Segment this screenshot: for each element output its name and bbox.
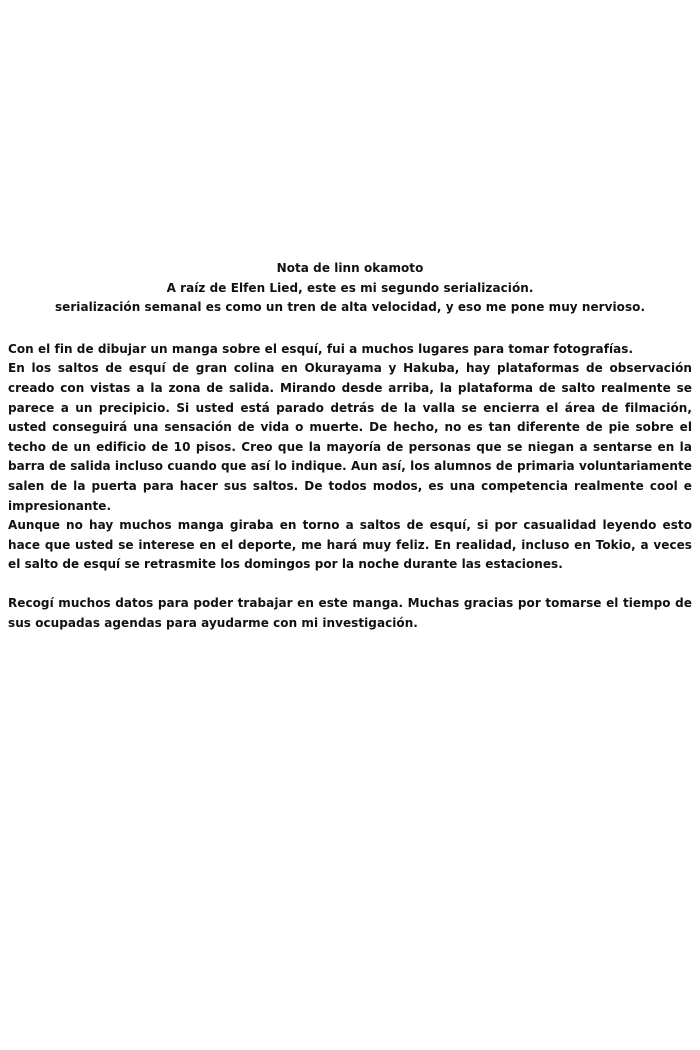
author-note xyxy=(8,259,692,633)
note-subtitle: A raíz de Elfen Lied, este es mi segundo serialización. xyxy=(166,280,534,295)
paragraph-ski-jump: En los saltos de esquí de gran colina en Okurayama y Hakuba, hay plataformas de observación creado con vistas a la zona de salida. Mirando desde arriba, la plataforma de salto realmente se parece a un precipicio. Si usted está parado detrás de la valla se encierra el área de filmación, usted conseguirá una sensación de vida o muerte. De hecho, no es tan diferente de pie sobre el techo de un edificio de 10 pisos. Creo que la mayoría de personas que se niegan a sentarse en la barra de salida incluso cuando que así lo indique. Aun así, los alumnos de primaria voluntariamente salen de la puerta para hacer sus saltos. De todos modos, es una competencia realmente cool e impresionante. xyxy=(8,361,692,513)
note-tagline: serialización semanal es como un tren de alta velocidad, y eso me pone muy nervioso. xyxy=(54,300,646,315)
note-title: Nota de linn okamoto xyxy=(276,261,424,275)
paragraph-photos: Con el fin de dibujar un manga sobre el esquí, fui a muchos lugares para tomar fotografías. xyxy=(8,341,634,356)
spacer xyxy=(8,575,692,594)
note-heading xyxy=(8,259,692,318)
paragraph-interest: Aunque no hay muchos manga giraba en torno a saltos de esquí, si por casualidad leyendo esto hace que usted se interese en el deporte, me hará muy feliz. En realidad, incluso en Tokio, a veces el salto de esquí se retrasmite los domingos por la noche durante las estaciones. xyxy=(8,518,692,572)
paragraph-thanks: Recogí muchos datos para poder trabajar en este manga. Muchas gracias por tomarse el tiempo de sus ocupadas agendas para ayudarme con mi investigación. xyxy=(8,595,692,630)
spacer xyxy=(8,318,692,340)
